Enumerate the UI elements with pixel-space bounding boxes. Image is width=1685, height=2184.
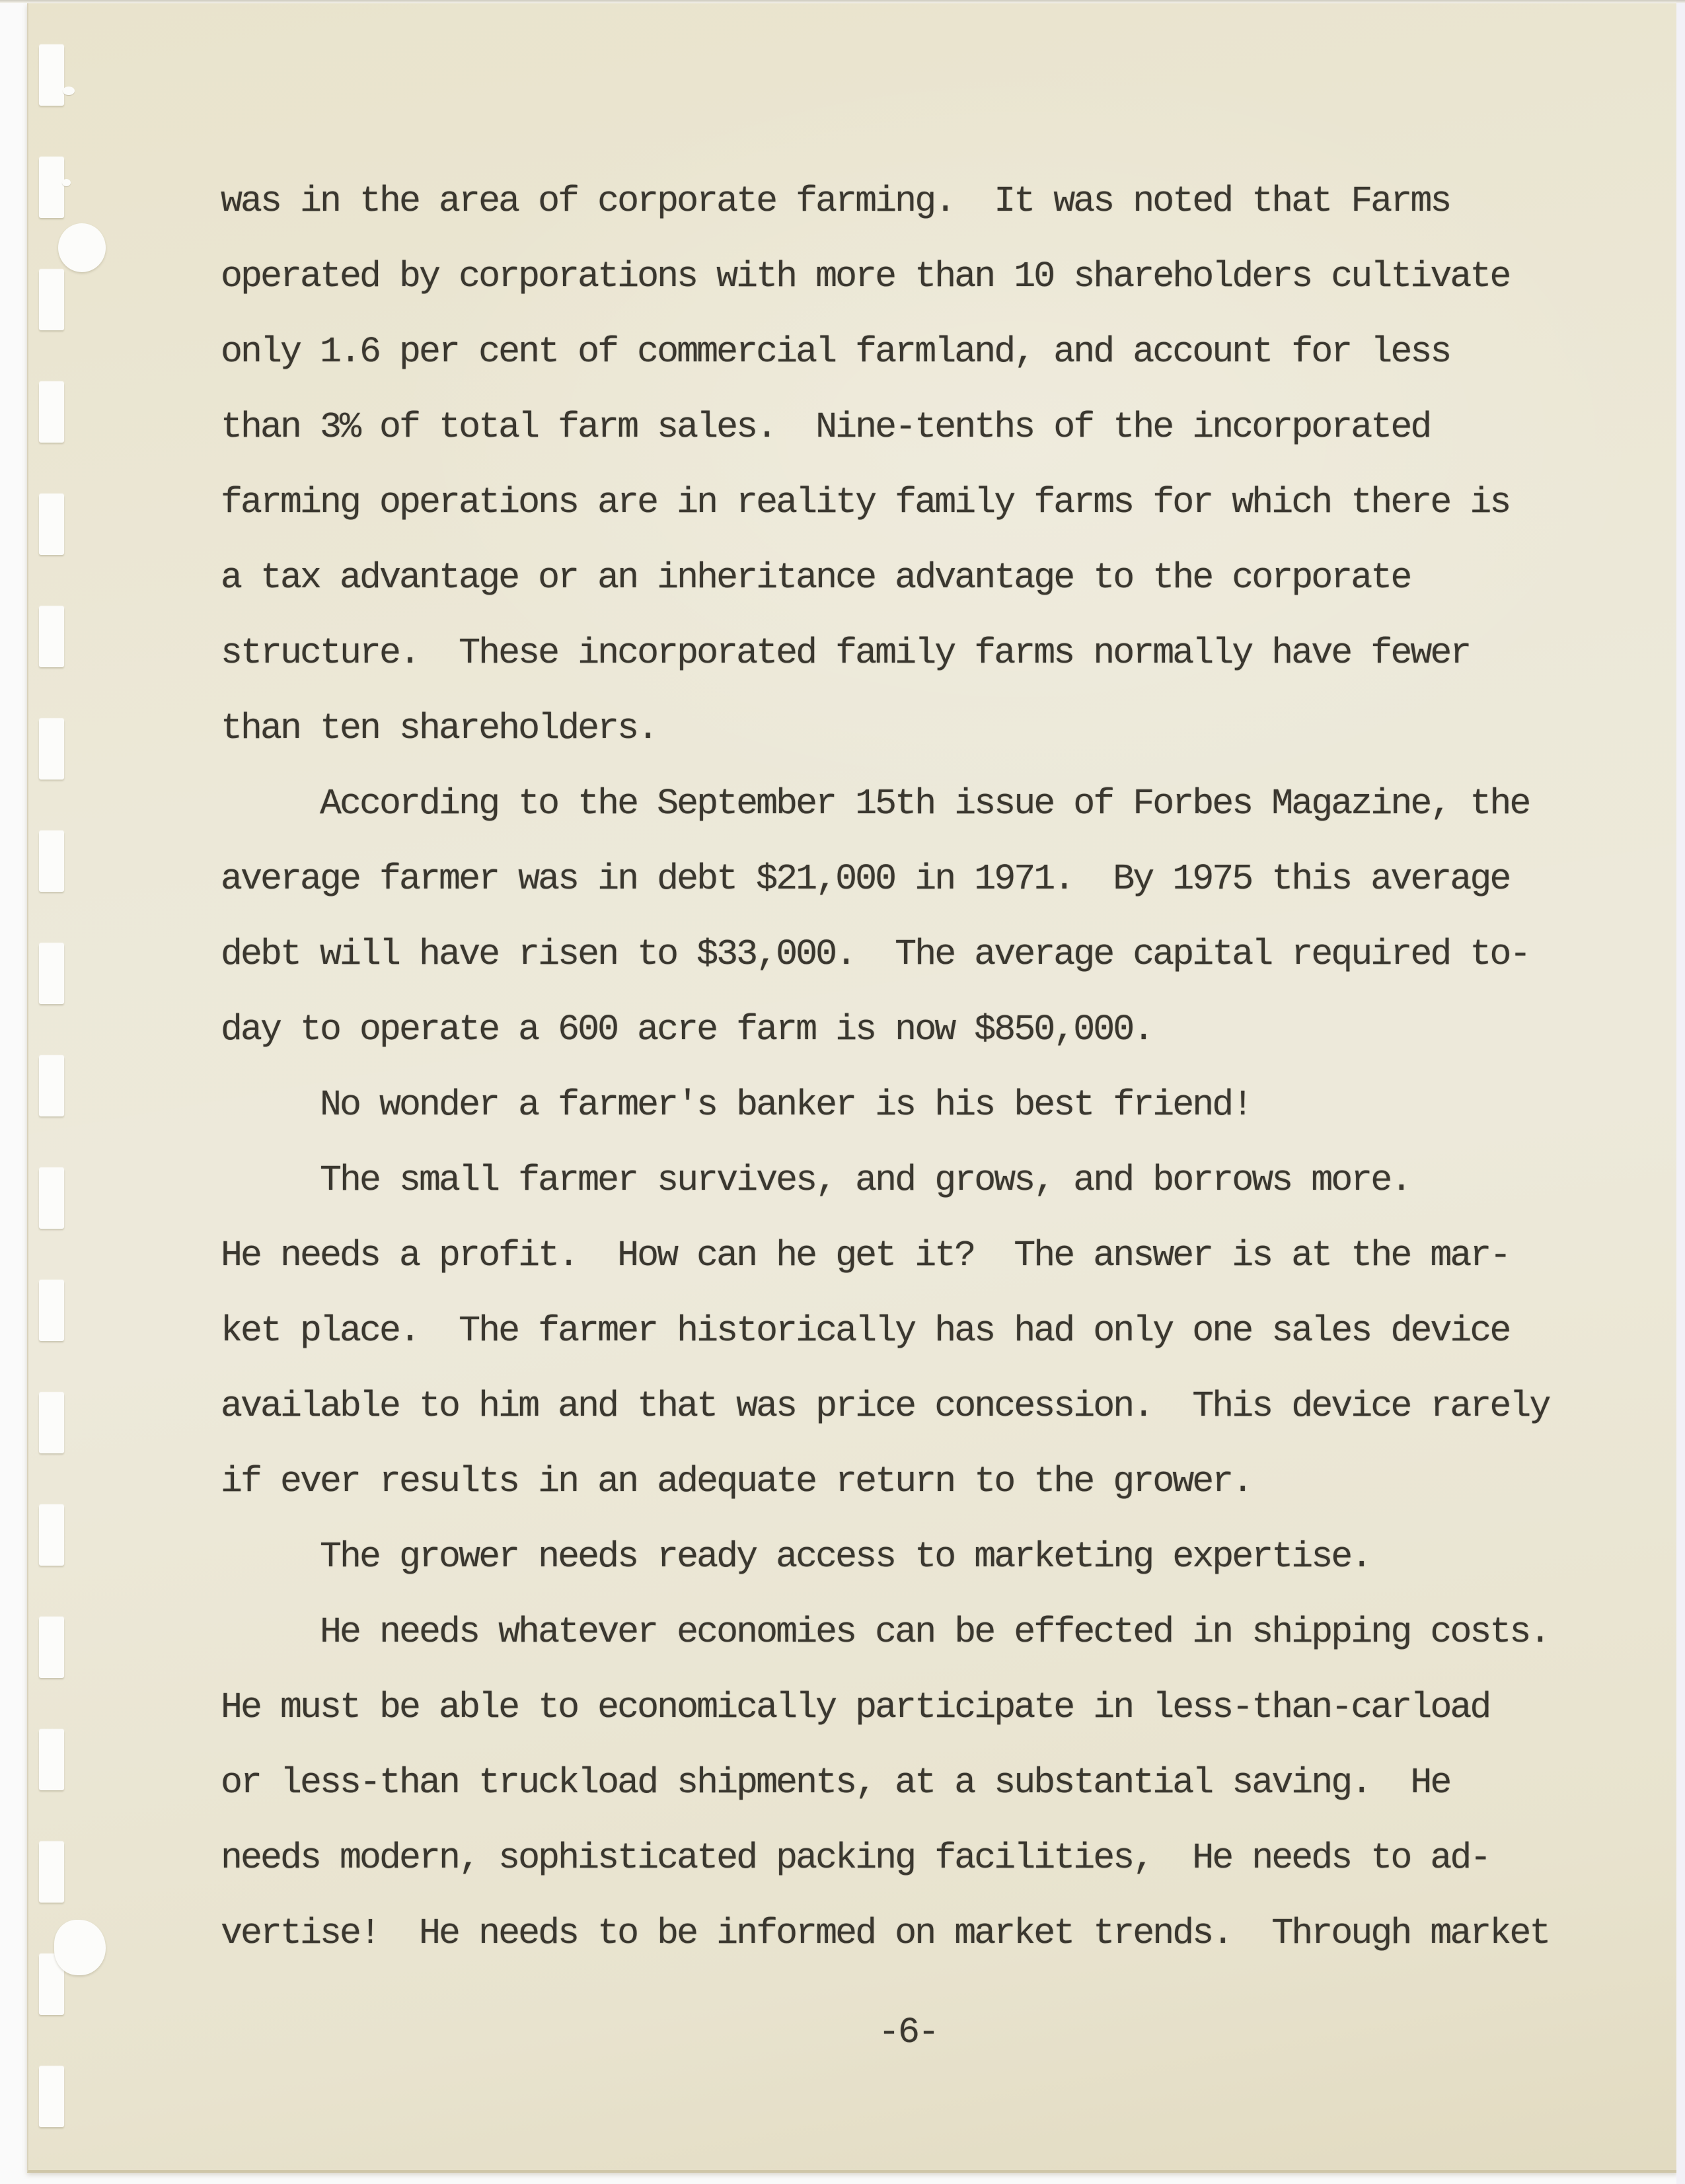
text-line: debt will have risen to $33,000. The average capital required to- [221, 933, 1530, 975]
text-line: average farmer was in debt $21,000 in 1971. By 1975 this average [221, 858, 1510, 900]
text-line: ket place. The farmer historically has had only one sales device [221, 1310, 1510, 1352]
binding-hole [39, 494, 64, 555]
binding-hole [39, 1842, 64, 1903]
text-line: than ten shareholders. [221, 708, 657, 749]
text-line: The small farmer survives, and grows, and borrows more. [221, 1159, 1411, 1201]
document-page [27, 3, 1678, 2173]
binding-hole [39, 2066, 64, 2127]
binding-hole [39, 382, 64, 443]
binding-hole [39, 831, 64, 892]
binding-hole [39, 1505, 64, 1566]
typed-text-block [221, 164, 1602, 1971]
text-line: The grower needs ready access to marketing expertise. [221, 1536, 1371, 1578]
text-line: farming operations are in reality family farms for which there is [221, 482, 1510, 523]
text-line: No wonder a farmer's banker is his best friend! [221, 1084, 1252, 1126]
binding-hole [39, 45, 64, 106]
text-line: if ever results in an adequate return to the grower. [221, 1461, 1252, 1502]
text-line: vertise! He needs to be informed on market trends. Through market [221, 1912, 1550, 1954]
binding-hole [39, 606, 64, 667]
text-line: structure. These incorporated family farms normally have fewer [221, 632, 1470, 674]
text-line: He needs a profit. How can he get it? The answer is at the mar- [221, 1235, 1510, 1276]
text-line: day to operate a 600 acre farm is now $850,000. [221, 1009, 1153, 1050]
text-line: He must be able to economically participate in less-than-carload [221, 1687, 1490, 1728]
paper-tear-nub [62, 179, 71, 186]
page-number: -6- [878, 2012, 938, 2053]
scanner-edge-top [0, 0, 1685, 3]
round-punch-mark [54, 1920, 106, 1975]
text-line: According to the September 15th issue of Forbes Magazine, the [221, 783, 1530, 824]
binding-hole [39, 1617, 64, 1678]
round-punch-mark [58, 223, 106, 272]
binding-hole [39, 157, 64, 218]
binding-hole [39, 1393, 64, 1453]
text-line: available to him and that was price concession. This device rarely [221, 1385, 1550, 1427]
binding-hole [39, 943, 64, 1004]
text-line: needs modern, sophisticated packing facilities, He needs to ad- [221, 1837, 1490, 1879]
binding-hole [39, 1729, 64, 1790]
paper-tear-nub [63, 87, 75, 95]
scanner-background-right [1676, 0, 1685, 2184]
text-line: operated by corporations with more than 10 shareholders cultivate [221, 256, 1510, 297]
text-line: only 1.6 per cent of commercial farmland, and account for less [221, 331, 1450, 373]
binding-hole [39, 270, 64, 330]
text-line: was in the area of corporate farming. It was noted that Farms [221, 180, 1450, 222]
text-line: He needs whatever economies can be effected in shipping costs. [221, 1611, 1550, 1653]
binding-hole [39, 1056, 64, 1116]
text-line: than 3% of total farm sales. Nine-tenths of the incorporated [221, 406, 1431, 448]
binding-hole [39, 719, 64, 780]
binding-hole [39, 1280, 64, 1341]
binding-hole [39, 1168, 64, 1229]
text-line: a tax advantage or an inheritance advantage to the corporate [221, 557, 1411, 599]
text-line: or less-than truckload shipments, at a substantial saving. He [221, 1762, 1450, 1803]
